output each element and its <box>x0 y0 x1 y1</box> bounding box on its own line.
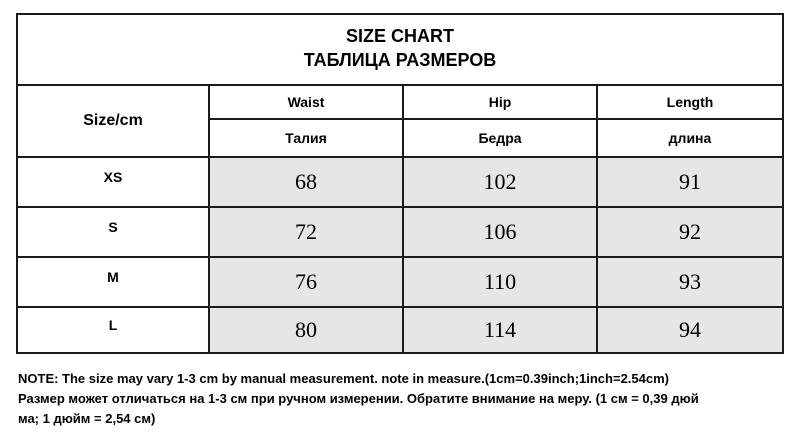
waist-value-l: 80 <box>210 308 402 352</box>
grid-line-v3 <box>596 84 598 352</box>
column-header-length-ru: длина <box>668 130 712 146</box>
note-russian-line1: Размер может отличаться на 1-3 см при ручном измерении. Обратите внимание на меру. (1 см = 0,39 дюй <box>18 391 699 406</box>
length-value-xs: 91 <box>598 158 782 206</box>
grid-line-h-header <box>208 118 782 120</box>
row-label-xs: XS <box>103 169 123 185</box>
row-label-l: L <box>108 317 118 333</box>
title-russian: ТАБЛИЦА РАЗМЕРОВ <box>303 50 497 70</box>
grid-line-h2 <box>18 206 782 208</box>
length-value-s: 92 <box>598 208 782 256</box>
column-header-length: Length <box>666 94 714 110</box>
length-value-l: 94 <box>598 308 782 352</box>
hip-value-l: 114 <box>404 308 596 352</box>
waist-value-s: 72 <box>210 208 402 256</box>
waist-value-xs: 68 <box>210 158 402 206</box>
size-column-header: Size/cm <box>83 112 143 129</box>
title-english: SIZE CHART <box>346 26 454 46</box>
column-header-hip: Hip <box>488 94 512 110</box>
size-chart-title <box>18 15 782 86</box>
hip-value-s: 106 <box>404 208 596 256</box>
row-label-s: S <box>108 219 118 235</box>
column-header-hip-ru: Бедра <box>478 130 522 146</box>
grid-line-h4 <box>18 306 782 308</box>
grid-line-v1 <box>208 84 210 352</box>
grid-line-v2 <box>402 84 404 352</box>
column-header-waist-ru: Талия <box>285 130 327 146</box>
hip-value-xs: 102 <box>404 158 596 206</box>
note-russian-line2: ма; 1 дюйм = 2,54 см) <box>18 411 156 426</box>
column-header-waist: Waist <box>287 94 325 110</box>
size-chart-table <box>16 13 784 354</box>
row-label-m: M <box>107 269 119 285</box>
grid-line-h1 <box>18 156 782 158</box>
hip-value-m: 110 <box>404 258 596 306</box>
length-value-m: 93 <box>598 258 782 306</box>
waist-value-m: 76 <box>210 258 402 306</box>
note-english: NOTE: The size may vary 1-3 cm by manual measurement. note in measure.(1cm=0.39inch;1inch=2.54cm) <box>18 371 669 386</box>
grid-line-h3 <box>18 256 782 258</box>
